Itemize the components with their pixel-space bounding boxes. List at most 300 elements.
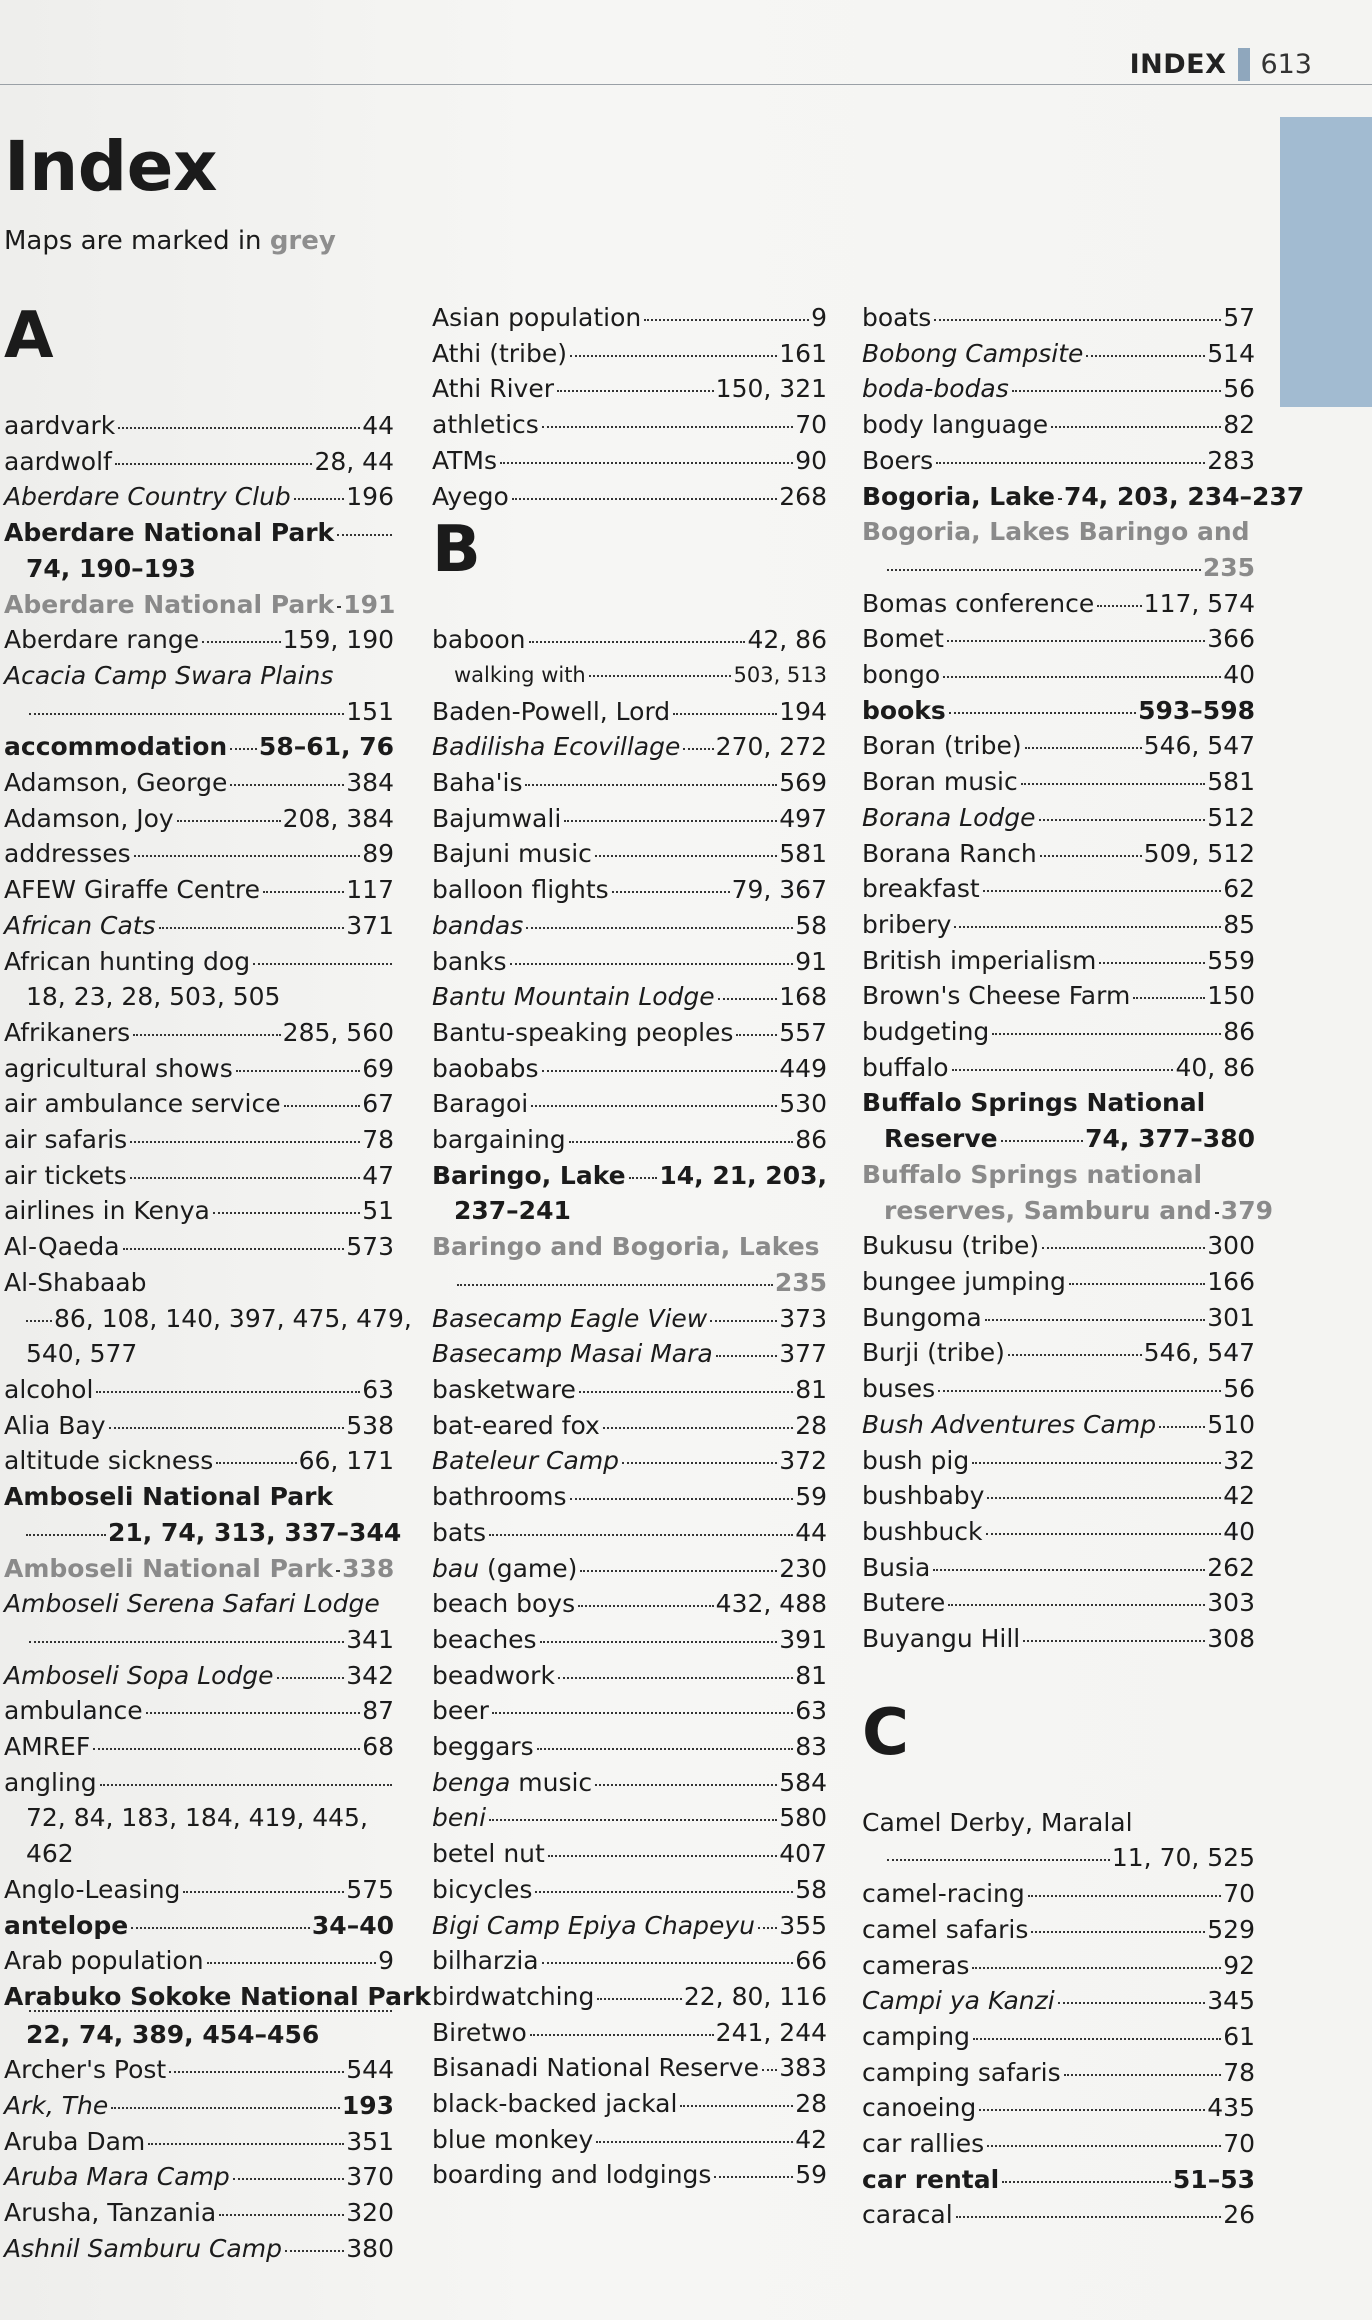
entry-term: camping safaris: [862, 2057, 1061, 2087]
entry-term: bungee jumping: [862, 1266, 1066, 1296]
index-entry-line: [432, 1729, 827, 1765]
entry-term: Bajumwali: [432, 803, 562, 833]
index-entry: [432, 479, 827, 515]
index-entry-line: [432, 2050, 827, 2086]
entry-pages: 569: [779, 768, 827, 798]
index-entry: [4, 515, 394, 586]
section-title: INDEX: [1129, 48, 1227, 80]
index-entry: [432, 2086, 827, 2122]
index-entry: [432, 1836, 827, 1872]
index-entry: [432, 801, 827, 837]
dot-leader: [542, 1962, 794, 1964]
dot-leader: [1099, 962, 1205, 964]
entry-term: beer: [432, 1696, 489, 1726]
index-entry: [4, 1943, 394, 1979]
entry-pages: 235: [774, 1267, 827, 1297]
dot-leader: [1051, 426, 1221, 428]
entry-term: Arusha, Tanzania: [4, 2198, 217, 2228]
index-entry: [4, 408, 394, 444]
entry-term: Al-Shabaab: [4, 1267, 147, 1297]
entry-pages: 70: [1223, 1879, 1255, 1909]
index-entry-line: [4, 944, 394, 980]
index-entry: [4, 587, 394, 623]
maps-note-text: Maps are marked in: [4, 226, 270, 256]
entry-pages: 58–61, 76: [258, 732, 394, 762]
entry-continuation: 540, 577: [26, 1339, 138, 1369]
entry-term: Aberdare National Park: [4, 589, 335, 619]
thumb-index-tab: [1280, 117, 1372, 407]
index-entry-line: [454, 658, 827, 694]
dot-leader: [1001, 1140, 1084, 1142]
index-entry: [432, 1551, 827, 1587]
entry-term: betel nut: [432, 1839, 545, 1869]
entry-term: bathrooms: [432, 1482, 567, 1512]
entry-term-rest: (game): [479, 1553, 578, 1583]
entry-term: Aruba Mara Camp: [4, 2162, 230, 2192]
entry-pages: 338: [342, 1553, 395, 1583]
entry-pages: 546, 547: [1143, 731, 1255, 761]
dot-leader: [949, 712, 1136, 714]
index-entry-line: [862, 1371, 1255, 1407]
index-entry-line: [862, 2197, 1255, 2233]
index-entry: [432, 1622, 827, 1658]
entry-term: Aberdare National Park: [4, 518, 335, 548]
entry-term: Campi ya Kanzi: [862, 1986, 1055, 2016]
entry-pages: 86: [1223, 1017, 1255, 1047]
dot-leader: [569, 1141, 794, 1143]
header-rule: [0, 84, 1372, 85]
entry-term: airlines in Kenya: [4, 1196, 210, 1226]
index-entry-line: [862, 2090, 1255, 2126]
index-entry-line: [862, 1014, 1255, 1050]
entry-pages: 557: [779, 1017, 827, 1047]
index-entry: [432, 908, 827, 944]
dot-leader: [148, 2143, 344, 2145]
dot-leader: [535, 1891, 793, 1893]
dot-leader: [263, 891, 344, 893]
index-entry: [432, 944, 827, 980]
index-entry: [432, 1479, 827, 1515]
index-entry: [432, 1229, 827, 1300]
index-entry: [862, 2126, 1255, 2162]
index-entry: [862, 1876, 1255, 1912]
dot-leader: [1042, 1247, 1205, 1249]
index-entry: [4, 729, 394, 765]
entry-term: Amboseli National Park: [4, 1482, 334, 1512]
index-entry: [432, 300, 827, 336]
index-entry: [432, 1015, 827, 1051]
entry-pages: 62: [1223, 874, 1255, 904]
dot-leader: [558, 1677, 793, 1679]
entry-term-rest: music: [510, 1767, 593, 1797]
index-entry-line: [432, 1515, 827, 1551]
index-entry: [4, 908, 394, 944]
index-entry-line: [862, 1983, 1255, 2019]
dot-leader: [29, 713, 344, 715]
entry-term: Boers: [862, 445, 934, 475]
entry-term: Bomet: [862, 624, 944, 654]
entry-term: Adamson, Joy: [4, 803, 174, 833]
entry-pages: 26: [1223, 2200, 1255, 2230]
index-entry: [432, 2050, 827, 2086]
index-entry: [432, 1515, 827, 1551]
entry-pages: 9: [811, 303, 827, 332]
index-entry-line: [432, 944, 827, 980]
entry-term: Buyangu Hill: [862, 1624, 1021, 1654]
index-entry: [432, 336, 827, 372]
index-entry: [4, 1408, 394, 1444]
index-entry-line: [4, 1765, 394, 1801]
entry-term: air tickets: [4, 1160, 127, 1190]
entry-term: car rental: [862, 2164, 1000, 2194]
dot-leader: [983, 890, 1221, 892]
section-letter-c: C: [862, 1695, 909, 1770]
dot-leader: [146, 1712, 361, 1714]
index-entry: [862, 943, 1255, 979]
index-entry-line: [862, 586, 1255, 622]
index-entry: [862, 336, 1255, 372]
index-entry: [432, 1872, 827, 1908]
index-entry-line: [4, 729, 394, 765]
index-entry-line: [432, 1479, 827, 1515]
index-entry-line: [862, 764, 1255, 800]
entry-term: Bomas conference: [862, 588, 1095, 618]
index-entry-line: [432, 1658, 827, 1694]
entry-pages: 40, 86: [1175, 1052, 1255, 1082]
entry-term: beach boys: [432, 1589, 576, 1619]
entry-pages: 283: [1207, 445, 1255, 475]
entry-pages: 11, 70, 525: [1111, 1843, 1255, 1873]
index-entry-line: [4, 801, 394, 837]
dot-leader: [177, 820, 281, 822]
entry-pages: 67: [362, 1089, 394, 1119]
dot-leader: [1064, 2074, 1222, 2076]
entry-pages: 74, 203, 234–237: [1063, 481, 1305, 511]
dot-leader: [216, 1462, 296, 1464]
entry-term: Bigi Camp Epiya Chapeyu: [432, 1910, 755, 1940]
entry-pages: 509, 512: [1143, 838, 1255, 868]
index-entry: [862, 514, 1255, 585]
entry-pages: 66: [795, 1946, 827, 1976]
index-entry-line: [862, 336, 1255, 372]
entry-term: bats: [432, 1517, 487, 1547]
entry-term: Camel Derby, Maralal: [862, 1807, 1133, 1837]
dot-leader: [285, 2250, 344, 2252]
index-entry-line: [862, 1193, 1273, 1229]
entry-term: walking with: [454, 662, 586, 687]
entry-term: Alia Bay: [4, 1410, 106, 1440]
entry-term: Biretwo: [432, 2017, 527, 2047]
index-entry-line: [4, 836, 394, 872]
entry-pages: 575: [346, 1874, 394, 1904]
index-entry: [862, 1085, 1255, 1156]
index-entry-line: [4, 2159, 394, 2195]
entry-term: Asian population: [432, 303, 642, 332]
entry-pages: 59: [795, 2160, 827, 2190]
entry-term: Basecamp Masai Mara: [432, 1339, 713, 1369]
dot-leader: [93, 1748, 360, 1750]
entry-term: Bush Adventures Camp: [862, 1409, 1157, 1439]
index-entry: [4, 1551, 394, 1587]
index-entry: [4, 2052, 394, 2088]
index-entry-line: [432, 872, 827, 908]
entry-term: Brown's Cheese Farm: [862, 981, 1131, 1011]
index-entry: [862, 1371, 1255, 1407]
entry-pages: 42: [795, 2124, 827, 2154]
entry-term: buses: [862, 1374, 936, 1404]
index-entry: [4, 479, 394, 515]
index-entry-line: [4, 1658, 394, 1694]
dot-leader: [622, 1462, 777, 1464]
index-entry: [862, 371, 1255, 407]
entry-pages: 22, 80, 116: [683, 1981, 827, 2011]
index-entry-line: [432, 1265, 827, 1301]
entry-term: banks: [432, 946, 507, 976]
dot-leader: [134, 855, 361, 857]
dot-leader: [489, 1819, 777, 1821]
dot-leader: [947, 640, 1205, 642]
entry-pages: 56: [1223, 374, 1255, 404]
entry-pages: 320: [346, 2198, 394, 2228]
dot-leader: [169, 2071, 344, 2073]
index-entry: [4, 1872, 394, 1908]
entry-pages: 370: [346, 2162, 394, 2192]
index-entry-line: [862, 693, 1255, 729]
entry-term: Anglo-Leasing: [4, 1874, 181, 1904]
entry-pages: 191: [343, 589, 396, 619]
entry-term: aardwolf: [4, 446, 112, 476]
dot-leader: [26, 1534, 106, 1536]
index-entry-line: [432, 1979, 827, 2015]
index-entry: [862, 1443, 1255, 1479]
index-entry: [4, 1051, 394, 1087]
entry-term: air ambulance service: [4, 1089, 281, 1119]
entry-pages: 59: [795, 1482, 827, 1512]
index-entry-line: [432, 1943, 827, 1979]
section-letter-b: B: [432, 513, 481, 588]
index-entry-line: [862, 2162, 1255, 2198]
dot-leader: [131, 1927, 310, 1929]
entry-term: Boran music: [862, 767, 1018, 797]
entry-pages: 530: [779, 1089, 827, 1119]
entry-term: Badilisha Ecovillage: [432, 732, 681, 762]
entry-term: Baden-Powell, Lord: [432, 696, 671, 726]
entry-term: baobabs: [432, 1053, 539, 1083]
index-entry: [432, 729, 827, 765]
entry-term: bicycles: [432, 1874, 533, 1904]
index-column-3: [862, 300, 1305, 2233]
entry-pages: 235: [1202, 552, 1255, 582]
entry-pages: 81: [795, 1660, 827, 1690]
index-entry-line: [862, 1912, 1255, 1948]
index-entry: [4, 1443, 394, 1479]
index-entry-line: [432, 1158, 827, 1194]
dot-leader: [972, 1967, 1221, 1969]
entry-pages: 40: [1223, 1516, 1255, 1546]
dot-leader: [1040, 855, 1142, 857]
index-entry-line: [862, 1407, 1255, 1443]
index-entry: [862, 407, 1255, 443]
index-entry: [432, 765, 827, 801]
index-entry-line: [4, 1943, 394, 1979]
index-entry-line: [862, 479, 1305, 515]
entry-term: Ark, The: [4, 2091, 109, 2121]
index-entry: [432, 1122, 827, 1158]
dot-leader: [952, 1069, 1174, 1071]
entry-term: Aruba Dam: [4, 2126, 146, 2156]
entry-pages: 308: [1207, 1624, 1255, 1654]
entry-term: reserves, Samburu and: [884, 1195, 1212, 1225]
index-entry: [862, 1912, 1255, 1948]
entry-term: Baringo, Lake: [432, 1160, 626, 1190]
dot-leader: [115, 463, 313, 465]
index-entry-line: [432, 300, 827, 336]
entry-term: antelope: [4, 1910, 129, 1940]
entry-pages: 78: [362, 1125, 394, 1155]
dot-leader: [29, 1641, 344, 1643]
index-entry-line: [432, 1372, 827, 1408]
entry-pages: 196: [346, 482, 394, 512]
dot-leader: [578, 1605, 714, 1607]
entry-term: Bantu-speaking peoples: [432, 1017, 734, 1047]
index-entry: [4, 1015, 394, 1051]
dot-leader: [673, 713, 777, 715]
entry-term: buffalo: [862, 1052, 949, 1082]
dot-leader: [595, 855, 777, 857]
dot-leader: [284, 1105, 361, 1107]
dot-leader: [336, 1570, 340, 1572]
dot-leader: [118, 427, 360, 429]
entry-term: air safaris: [4, 1125, 128, 1155]
dot-leader: [603, 1427, 793, 1429]
index-entry-line: [862, 300, 1255, 336]
entry-term: bargaining: [432, 1125, 566, 1155]
dot-leader: [987, 2145, 1221, 2147]
dot-leader: [133, 1034, 281, 1036]
dot-leader: [710, 1320, 777, 1322]
entry-pages: 69: [362, 1053, 394, 1083]
index-entry: [4, 658, 394, 729]
entry-term: Butere: [862, 1588, 946, 1618]
index-entry-line: [432, 1800, 827, 1836]
dot-leader: [595, 1784, 777, 1786]
entry-term: ATMs: [432, 445, 498, 475]
entry-term: Afrikaners: [4, 1017, 131, 1047]
entry-pages: 538: [346, 1410, 394, 1440]
entry-pages: 372: [779, 1446, 827, 1476]
dot-leader: [457, 1284, 773, 1286]
dot-leader: [489, 1534, 793, 1536]
entry-pages: 581: [1207, 767, 1255, 797]
dot-leader: [1028, 1895, 1221, 1897]
index-entry-line: [862, 1514, 1255, 1550]
dot-leader: [1008, 1354, 1142, 1356]
dot-leader: [529, 641, 746, 643]
index-entry-line: [862, 1478, 1255, 1514]
dot-leader: [233, 2178, 344, 2180]
dot-leader: [1097, 605, 1141, 607]
entry-pages: 90: [795, 445, 827, 475]
index-entry: [862, 1264, 1255, 1300]
index-entry-line: [4, 1229, 394, 1265]
entry-pages: 63: [362, 1374, 394, 1404]
dot-leader: [1086, 355, 1205, 357]
index-entry-line: [432, 908, 827, 944]
dot-leader: [933, 1569, 1205, 1571]
dot-leader: [986, 1533, 1222, 1535]
index-entry: [862, 1335, 1255, 1371]
index-entry-line: [432, 479, 827, 515]
entry-term: car rallies: [862, 2129, 985, 2159]
entry-term: accommodation: [4, 732, 228, 762]
dot-leader: [557, 390, 714, 392]
entry-term: bribery: [862, 909, 952, 939]
entry-pages: 351: [346, 2126, 394, 2156]
entry-pages: 373: [779, 1303, 827, 1333]
entry-term: Borana Ranch: [862, 838, 1037, 868]
dot-leader: [1069, 1283, 1205, 1285]
entry-pages: 580: [779, 1803, 827, 1833]
index-entry: [862, 836, 1255, 872]
entry-term: Bobong Campsite: [862, 338, 1084, 368]
dot-leader: [109, 1427, 345, 1429]
entry-pages: 268: [779, 481, 827, 511]
entry-continuation: 22, 74, 389, 454–456: [26, 2019, 320, 2049]
index-entry-line: [4, 587, 394, 623]
index-entry: [4, 944, 394, 1015]
entry-term: Amboseli Serena Safari Lodge: [4, 1589, 380, 1619]
index-entry: [4, 1979, 431, 2052]
dot-leader: [948, 1604, 1205, 1606]
index-entry: [862, 621, 1255, 657]
entry-term: Bantu Mountain Lodge: [432, 982, 715, 1012]
entry-pages: 91: [795, 946, 827, 976]
entry-term: alcohol: [4, 1374, 94, 1404]
dot-leader: [736, 1034, 777, 1036]
entry-term: Ayego: [432, 481, 509, 511]
index-entry-line: [432, 2086, 827, 2122]
index-entry-line: [4, 765, 394, 801]
dot-leader: [887, 1859, 1110, 1861]
entry-pages: 44: [362, 411, 394, 440]
dot-leader: [1133, 997, 1205, 999]
entry-term: camel-racing: [862, 1879, 1025, 1909]
entry-term-italic: bau: [432, 1553, 480, 1583]
entry-term: balloon flights: [432, 875, 609, 905]
dot-leader: [612, 891, 730, 893]
entry-pages: 159, 190: [282, 625, 394, 655]
index-entry-line: [432, 1301, 827, 1337]
index-entry: [862, 479, 1305, 515]
index-entry: [4, 1658, 394, 1694]
dot-leader: [1012, 390, 1221, 392]
index-entry: [432, 1800, 827, 1836]
index-entry-line: [4, 2231, 394, 2267]
dot-leader: [253, 963, 392, 965]
index-entry: [862, 1228, 1255, 1264]
index-entry-line: [862, 1264, 1255, 1300]
index-entry: [432, 1336, 827, 1372]
entry-term: black-backed jackal: [432, 2089, 678, 2119]
dot-leader: [956, 2216, 1222, 2218]
index-entry-line: [432, 2015, 827, 2051]
index-entry: [432, 1051, 827, 1087]
entry-pages: 593–598: [1138, 695, 1255, 725]
dot-leader: [629, 1177, 658, 1179]
index-entry-line: [862, 1300, 1255, 1336]
entry-pages: 68: [362, 1732, 394, 1762]
index-entry-line: [4, 1158, 394, 1194]
